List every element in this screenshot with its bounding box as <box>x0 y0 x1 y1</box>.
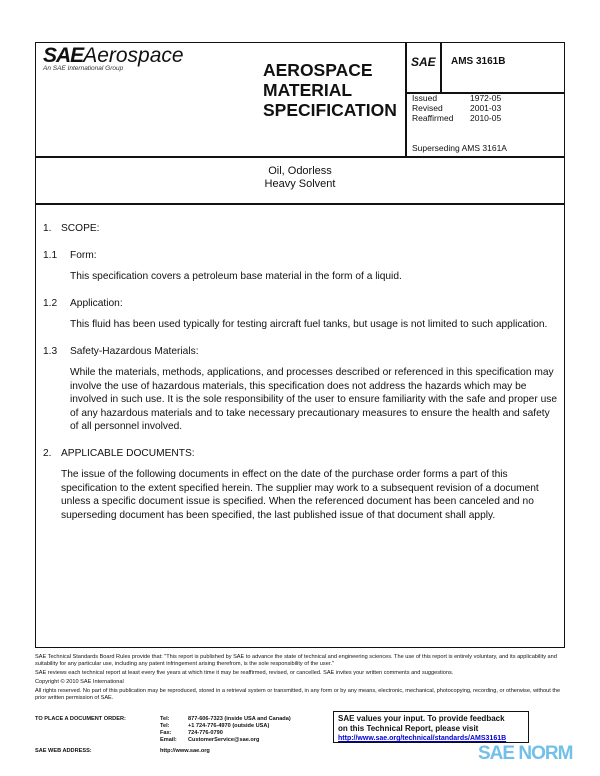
footer-legal: SAE Technical Standards Board Rules provide that: "This report is published by SAE to advance the state of technical and engineering sciences. The use of this report is entirely voluntary, and its applicability and suitability for any particular use, including any patent infringement arising therefrom, is the sole responsibility of the user." SAE reviews each technical report at least every five years at which time it may be reaffirmed, revised, or cancelled. SAE invites your written comments and suggestions. Copyright © 2010 SAE International All rights reserved. No part of this publication may be reproduced, stored in a retrieval system or transmitted, in any form or by any means, electronic, mechanical, photocopying, recording, or otherwise, without the prior written permission of SAE. <box>35 654 561 701</box>
web-address: http://www.sae.org <box>160 748 210 754</box>
sae-norm-watermark: SAE NORM <box>478 743 573 764</box>
spec-body <box>43 222 558 522</box>
section-heading: 1.3 Safety-Hazardous Materials: <box>43 345 199 357</box>
divider <box>405 42 407 157</box>
order-label: TO PLACE A DOCUMENT ORDER: <box>35 716 126 722</box>
date-table: Issued 1972-05 Revised 2001-03 Reaffirmed 2010-05 <box>412 93 502 123</box>
section-heading: 1. SCOPE: <box>43 223 100 234</box>
contact-list: Tel: 877-606-7323 (inside USA and Canada) Tel: +1 724-776-4970 (outside USA) Fax: 724-776-0790 Email: CustomerService@sae.org <box>160 716 291 743</box>
section-text: This fluid has been used typically for testing aircraft fuel tanks, but usage is not limited to such application. <box>70 319 548 330</box>
section-heading: 1.1 Form: <box>43 249 97 261</box>
doc-number: AMS 3161B <box>451 56 506 67</box>
divider <box>440 42 442 93</box>
section-heading: 2. APPLICABLE DOCUMENTS: <box>43 447 195 459</box>
divider <box>35 203 565 205</box>
subject: Oil, Odorless Heavy Solvent <box>264 165 336 190</box>
section-heading: 1.2 Application: <box>43 297 123 309</box>
sae-aerospace-logo: SAEAerospace An SAE International Group <box>43 44 184 72</box>
divider <box>35 156 565 158</box>
web-label: SAE WEB ADDRESS: <box>35 748 92 754</box>
feedback-box: SAE values your input. To provide feedback on this Technical Report, please visit http://www.sae.org/technical/standards/AMS3161B <box>333 711 529 743</box>
feedback-link[interactable]: http://www.sae.org/technical/standards/AMS3161B <box>338 735 507 742</box>
superseding: Superseding AMS 3161A <box>412 143 507 153</box>
section-text: This specification covers a petroleum base material in the form of a liquid. <box>70 271 402 282</box>
doc-type-title: AEROSPACE MATERIAL SPECIFICATION <box>263 60 397 120</box>
section-text: While the materials, methods, applications, and processes described or referenced in this specification may involve the use of hazardous materials, this specification does not address the hazards which may be involved in such use. It is the sole responsibility of the user to ensure familiarity with the safe and proper use of any hazardous materials and to take necessary precautionary measures to ensure the health and safety of all personnel involved. <box>70 367 557 432</box>
section-text: The issue of the following documents in effect on the date of the purchase order forms a part of this specification to the extent specified herein. The supplier may work to a subsequent revision of a document unless a specific document issue is specified. When the referenced document has been canceled and no superseding document has been specified, the last published issue of that document shall apply. <box>61 469 539 521</box>
sae-mark: SAE <box>411 55 436 69</box>
